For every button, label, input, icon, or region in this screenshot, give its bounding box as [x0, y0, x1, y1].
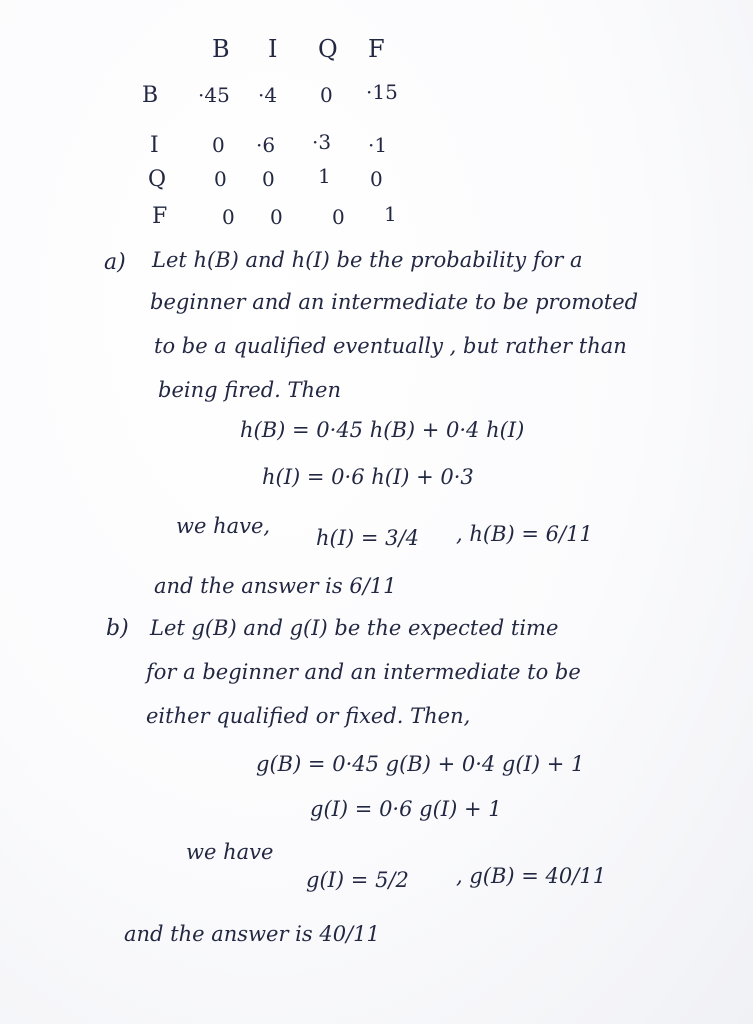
matrix-row-label-b: B	[142, 83, 159, 108]
part-a-line: Let h(B) and h(I) be the probability for a	[152, 248, 583, 272]
matrix-cell: 0	[332, 205, 345, 229]
part-b-label: b)	[106, 616, 129, 641]
part-a-answer: and the answer is 6/11	[154, 574, 397, 598]
matrix-cell: 0	[320, 83, 333, 107]
matrix-col-header-b: B	[212, 35, 230, 63]
part-b-we-have: we have	[186, 840, 274, 864]
part-b-equation: g(I) = 0·6 g(I) + 1	[310, 797, 502, 821]
matrix-row-label-f: F	[152, 204, 168, 229]
part-a-line: beginner and an intermediate to be promoted	[150, 290, 639, 314]
part-a-line: to be a qualified eventually , but rather than	[154, 334, 627, 358]
part-a-result: , h(B) = 6/11	[456, 522, 593, 546]
matrix-row-label-i: I	[150, 133, 159, 158]
part-a-result: h(I) = 3/4	[316, 526, 419, 550]
matrix-cell: ·3	[312, 130, 332, 154]
matrix-cell: 1	[384, 202, 397, 226]
part-b-equation: g(B) = 0·45 g(B) + 0·4 g(I) + 1	[256, 752, 585, 776]
part-b-result: g(I) = 5/2	[306, 868, 409, 892]
matrix-cell: 0	[262, 167, 275, 191]
part-a-we-have: we have,	[176, 514, 271, 538]
matrix-cell: ·15	[366, 80, 398, 104]
part-a-equation: h(I) = 0·6 h(I) + 0·3	[262, 465, 474, 489]
matrix-col-header-f: F	[368, 35, 385, 63]
matrix-cell: 1	[318, 164, 331, 188]
matrix-col-header-i: I	[268, 35, 278, 63]
part-a-label: a)	[104, 250, 126, 275]
matrix-cell: ·45	[198, 83, 230, 107]
matrix-cell: ·6	[256, 133, 276, 157]
matrix-cell: 0	[370, 167, 383, 191]
matrix-cell: 0	[212, 133, 225, 157]
matrix-cell: ·1	[368, 133, 388, 157]
part-b-answer: and the answer is 40/11	[124, 922, 380, 946]
matrix-cell: 0	[214, 167, 227, 191]
part-b-line: Let g(B) and g(I) be the expected time	[150, 616, 559, 640]
part-b-result: , g(B) = 40/11	[456, 864, 607, 888]
matrix-row-label-q: Q	[148, 167, 167, 192]
matrix-cell: 0	[270, 205, 283, 229]
part-a-line: being fired. Then	[158, 378, 341, 402]
part-b-line: for a beginner and an intermediate to be	[146, 660, 581, 684]
part-b-line: either qualified or fixed. Then,	[146, 704, 471, 728]
matrix-cell: ·4	[258, 83, 278, 107]
matrix-col-header-q: Q	[318, 35, 338, 63]
part-a-equation: h(B) = 0·45 h(B) + 0·4 h(I)	[240, 418, 525, 442]
matrix-cell: 0	[222, 205, 235, 229]
